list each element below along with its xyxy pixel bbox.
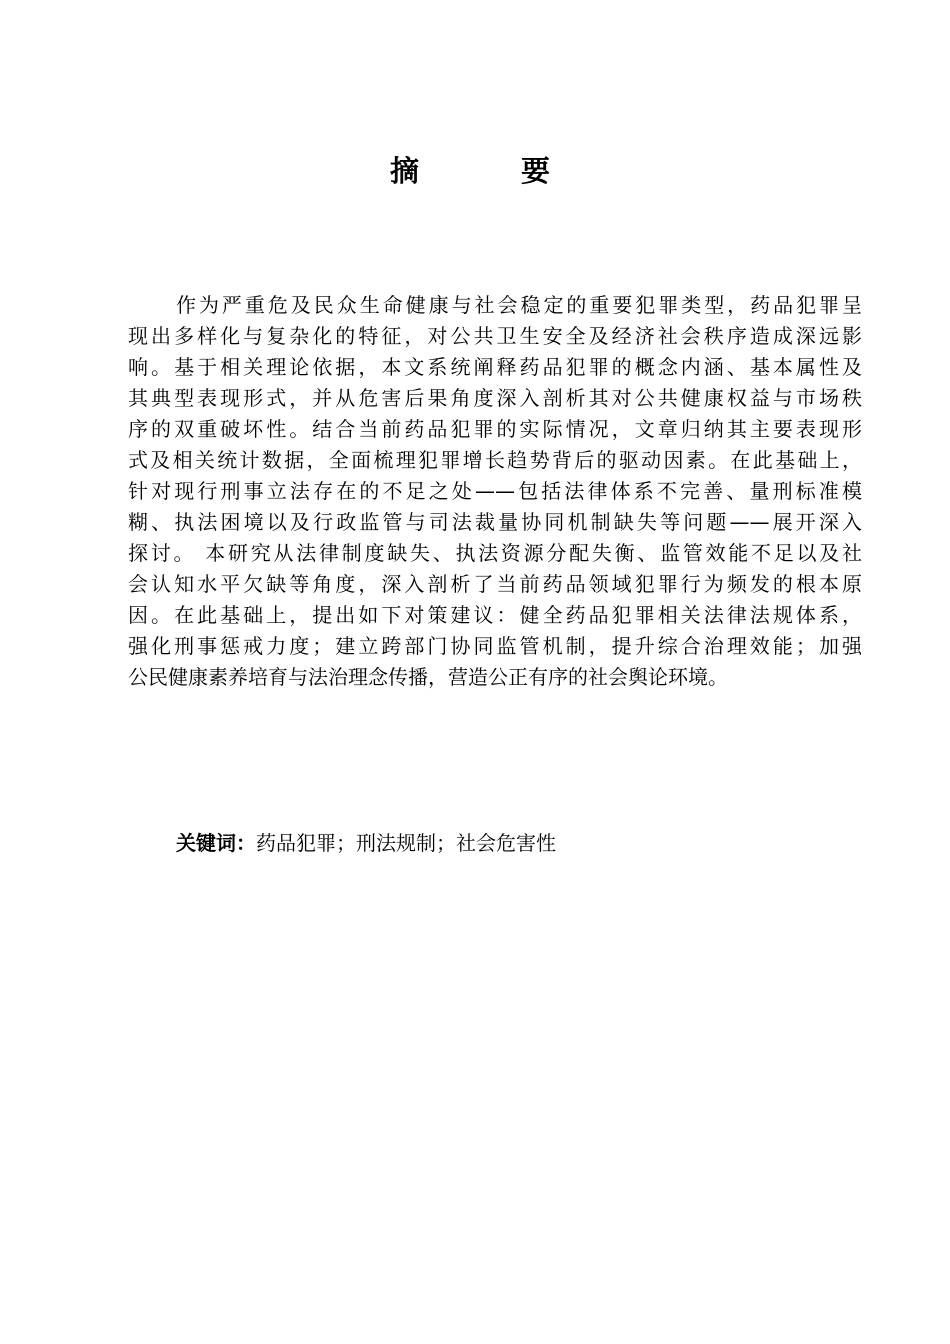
keywords-label: 关键词： — [176, 831, 256, 855]
abstract-line: 响。基于相关理论依据，本文系统阐释药品犯罪的概念内涵、基本属性及 — [128, 355, 862, 379]
abstract-line: 作为严重危及民众生命健康与社会稳定的重要犯罪类型，药品犯罪呈 — [176, 293, 862, 317]
abstract-body — [128, 290, 862, 693]
abstract-line: 会认知水平欠缺等角度，深入剖析了当前药品领域犯罪行为频发的根本原 — [128, 572, 862, 596]
abstract-line: 式及相关统计数据，全面梳理犯罪增长趋势背后的驱动因素。在此基础上， — [128, 448, 862, 472]
abstract-title: 摘 要 — [389, 154, 597, 188]
abstract-line: 其典型表现形式，并从危害后果角度深入剖析其对公共健康权益与市场秩 — [128, 386, 862, 410]
abstract-line: 现出多样化与复杂化的特征，对公共卫生安全及经济社会秩序造成深远影 — [128, 324, 862, 348]
abstract-line: 针对现行刑事立法存在的不足之处——包括法律体系不完善、量刑标准模 — [128, 479, 862, 503]
abstract-line: 公民健康素养培育与法治理念传播，营造公正有序的社会舆论环境。 — [128, 665, 728, 689]
keywords-line — [176, 828, 556, 859]
abstract-line: 序的双重破坏性。结合当前药品犯罪的实际情况，文章归纳其主要表现形 — [128, 417, 862, 441]
abstract-line: 探讨。 本研究从法律制度缺失、执法资源分配失衡、监管效能不足以及社 — [128, 541, 862, 565]
abstract-line: 因。在此基础上，提出如下对策建议：健全药品犯罪相关法律法规体系， — [128, 603, 862, 627]
abstract-line: 强化刑事惩戒力度；建立跨部门协同监管机制，提升综合治理效能；加强 — [128, 634, 862, 658]
keywords-text: 药品犯罪；刑法规制；社会危害性 — [256, 831, 556, 855]
abstract-line: 糊、执法困境以及行政监管与司法裁量协同机制缺失等问题——展开深入 — [128, 510, 862, 534]
